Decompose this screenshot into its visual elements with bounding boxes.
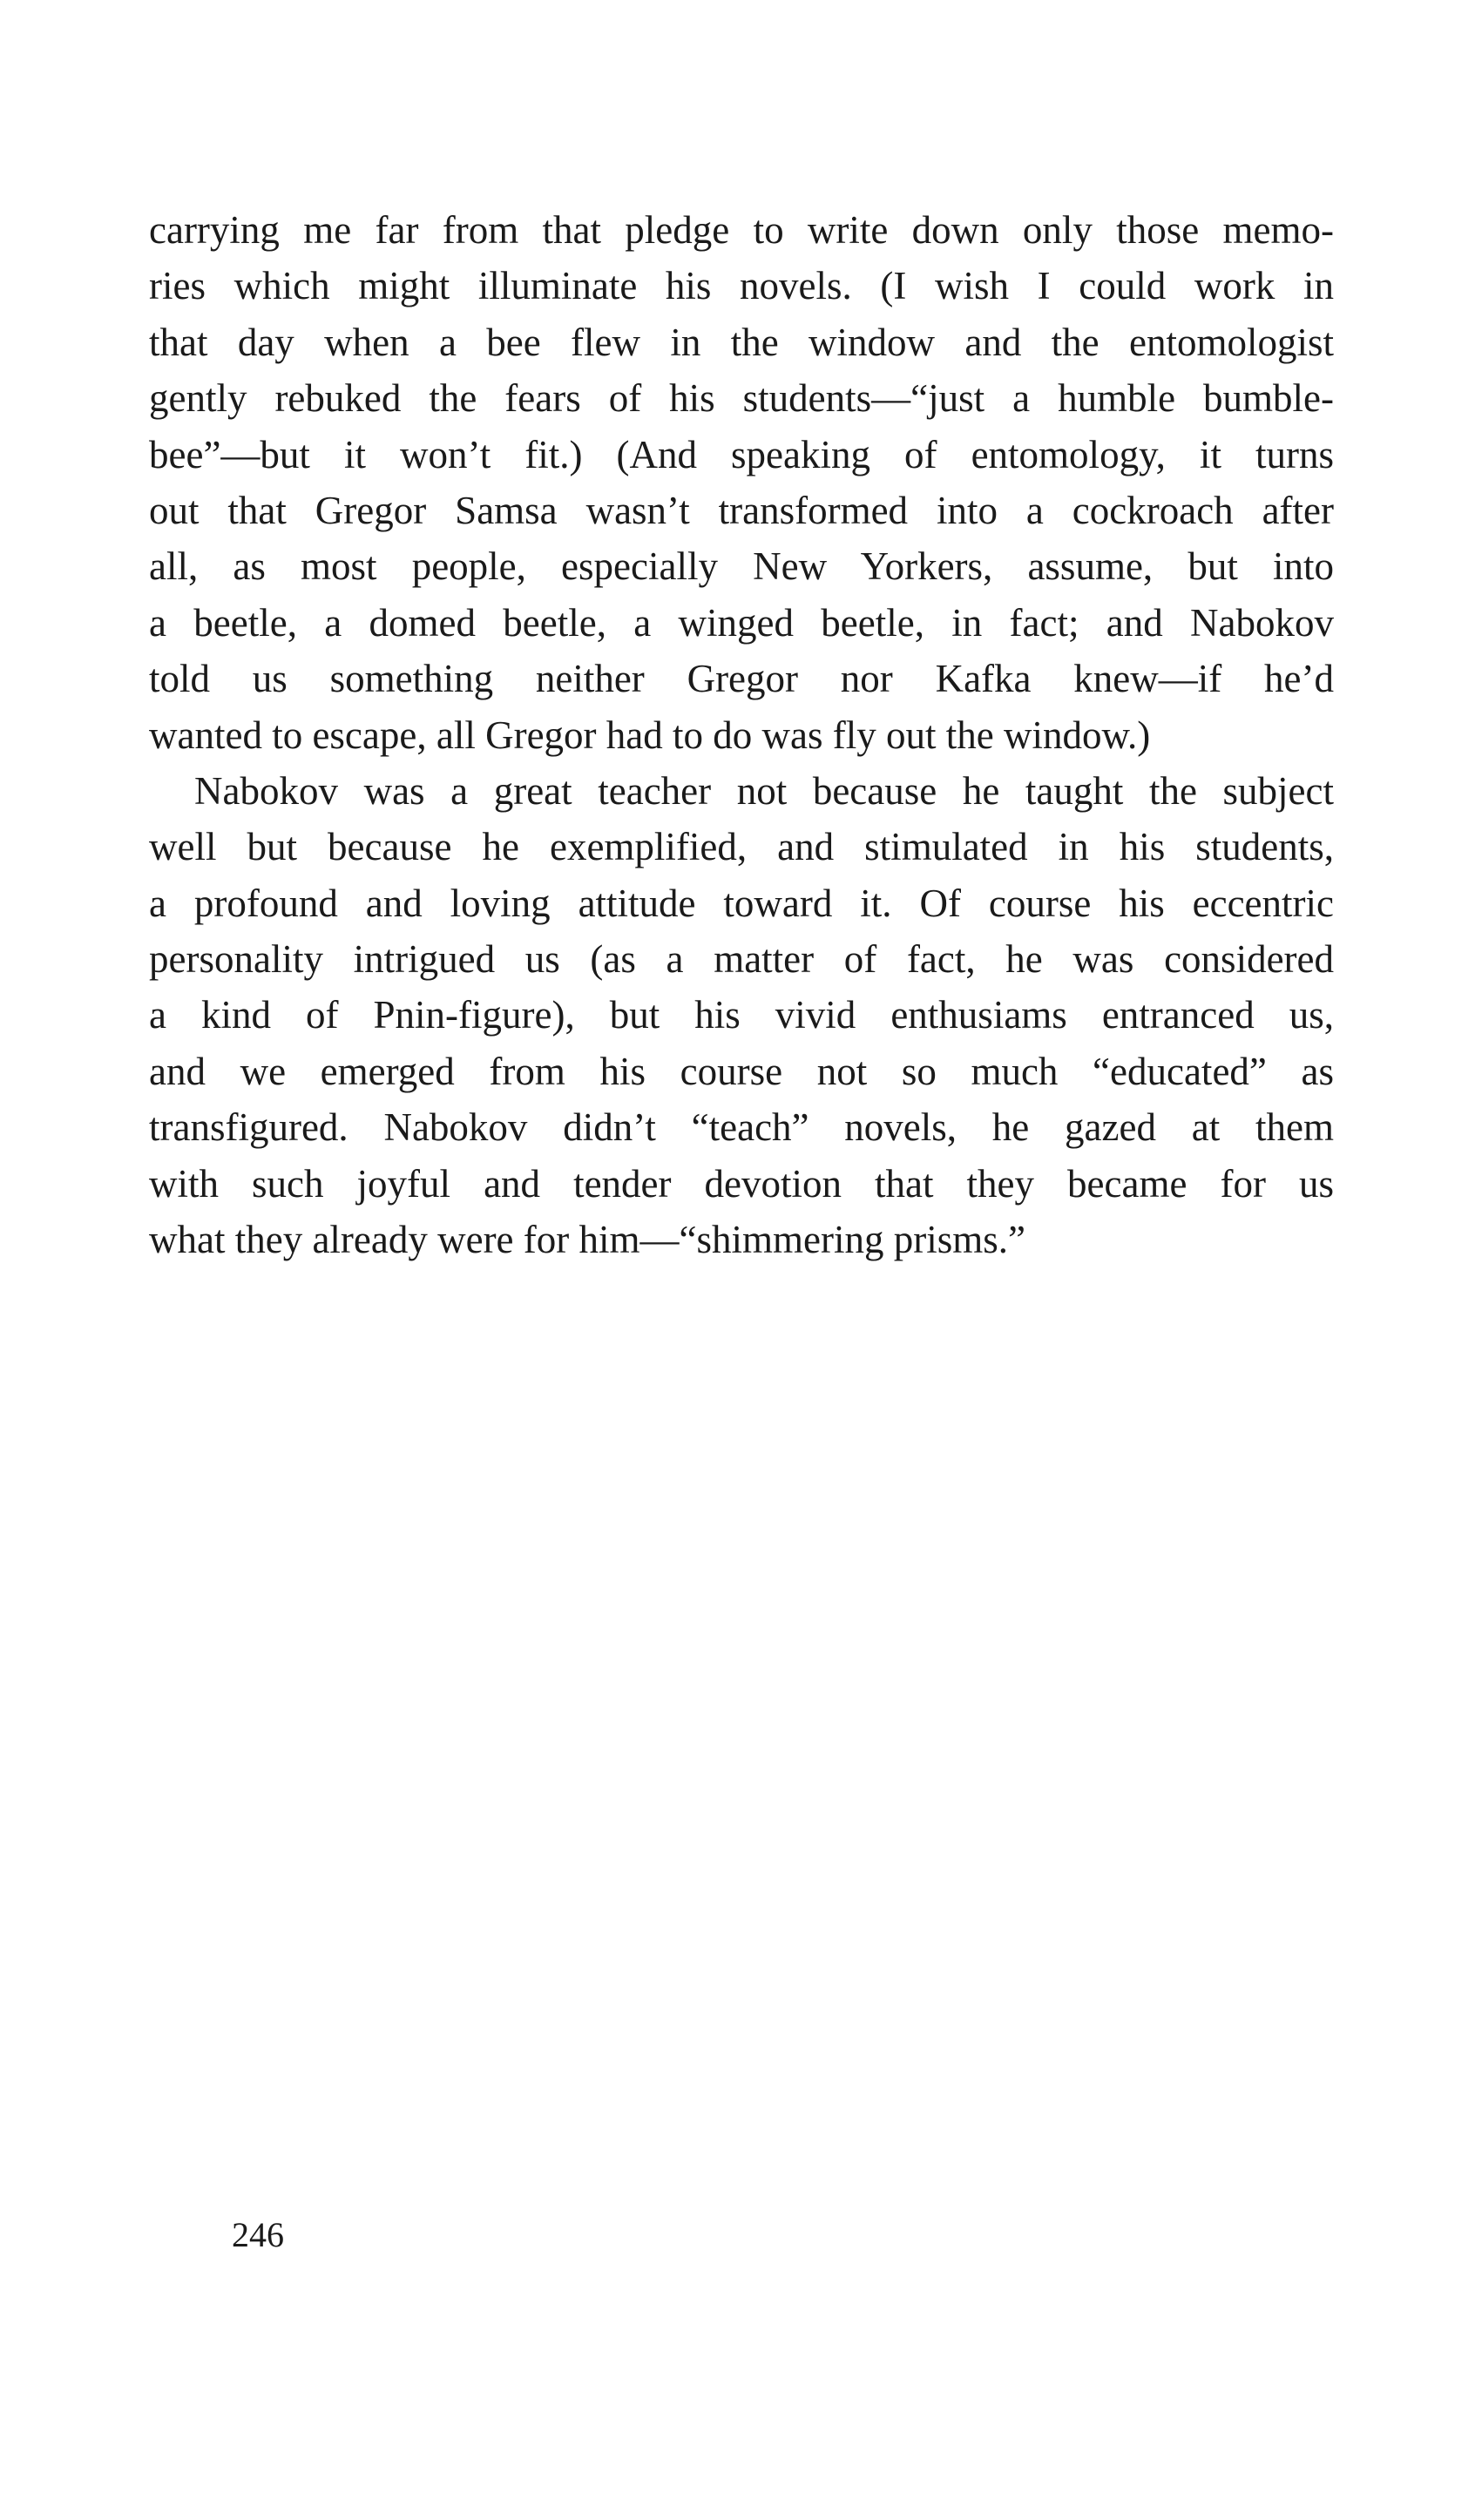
text-line: told us something neither Gregor nor Kafka knew—if he’d [149, 657, 1334, 701]
text-line: wanted to escape, all Gregor had to do was fly out the window.) [149, 713, 1151, 757]
text-line: Nabokov was a great teacher not because he taught the subject [194, 768, 1334, 813]
text-line: that day when a bee flew in the window and the entomologist [149, 320, 1334, 364]
text-line: what they already were for him—“shimmering prisms.” [149, 1218, 1025, 1262]
text-line: a kind of Pnin-figure), but his vivid enthusiams entranced us, [149, 993, 1334, 1037]
text-line: ries which might illuminate his novels. (I wish I could work in [149, 264, 1334, 308]
page-number: 246 [232, 2215, 284, 2254]
text-line: bee”—but it won’t fit.) (And speaking of entomology, it turns [149, 432, 1334, 476]
paragraph [149, 202, 1334, 763]
text-line: transfigured. Nabokov didn’t “teach” novels, he gazed at them [149, 1105, 1334, 1150]
body-text [149, 202, 1334, 1267]
text-line: personality intrigued us (as a matter of fact, he was considered [149, 937, 1334, 982]
text-line: gently rebuked the fears of his students—“just a humble bumble- [149, 376, 1334, 421]
paragraph [149, 763, 1334, 1268]
text-line: carrying me far from that pledge to write down only those memo- [149, 208, 1334, 252]
text-line: out that Gregor Samsa wasn’t transformed into a cockroach after [149, 488, 1334, 532]
text-line: all, as most people, especially New Yorkers, assume, but into [149, 544, 1334, 589]
text-line: and we emerged from his course not so much “educated” as [149, 1049, 1334, 1093]
text-line: a beetle, a domed beetle, a winged beetle, in fact; and Nabokov [149, 600, 1334, 645]
text-line: well but because he exemplified, and stimulated in his students, [149, 825, 1334, 869]
text-line: with such joyful and tender devotion that they became for us [149, 1161, 1334, 1206]
text-line: a profound and loving attitude toward it. Of course his eccentric [149, 881, 1334, 925]
